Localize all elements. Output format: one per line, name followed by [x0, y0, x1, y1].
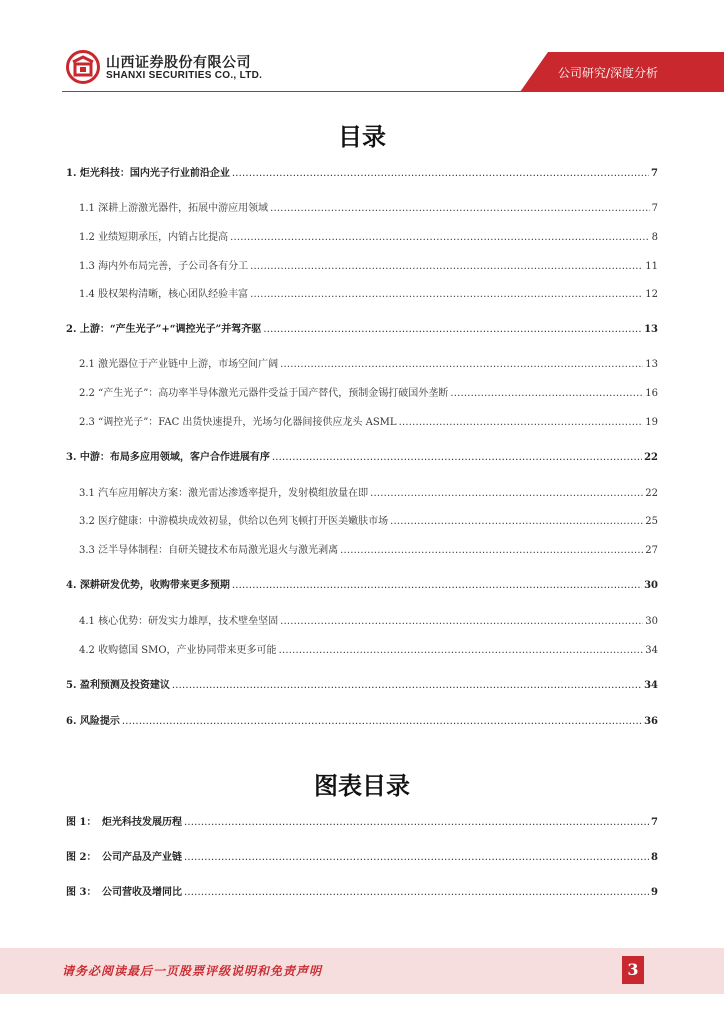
figure-number: 图 2： [66, 852, 97, 863]
toc-entry[interactable]: 2.3 “调控光子”：FAC 出货快速提升，光场匀化器间接供应龙头 ASML ..... 19 [79, 416, 658, 430]
leader-dots [184, 816, 649, 830]
toc-page-number: 30 [645, 616, 658, 627]
leader-dots [122, 715, 642, 729]
toc-page-number: 27 [645, 545, 658, 556]
toc-page-number: 16 [645, 388, 658, 399]
toc-entry[interactable]: 4.2 收购德国 SMO，产业协同带来更多可能 ..... 34 [79, 644, 658, 658]
company-name-cn: 山西证券股份有限公司 [106, 55, 251, 71]
company-logo-icon [66, 50, 100, 84]
toc-title: 目录 [338, 122, 386, 151]
leader-dots [172, 679, 642, 693]
company-name-en: SHANXI SECURITIES CO., LTD. [106, 70, 263, 81]
figure-number: 图 1： [66, 817, 97, 828]
toc-page-number: 25 [645, 516, 658, 527]
leader-dots [450, 387, 643, 401]
toc-entry[interactable]: 3.1 汽车应用解决方案：激光雷达渗透率提升，发射模组放量在即 ..... 22 [79, 487, 658, 501]
toc-page-number: 13 [644, 324, 658, 335]
toc-entry[interactable]: 1.1 深耕上游激光器件，拓展中游应用领域 ..... 7 [79, 202, 658, 216]
leader-dots [390, 515, 643, 529]
toc-page-number: 7 [651, 203, 658, 214]
toc-page-number: 8 [651, 232, 658, 243]
toc-entry[interactable]: 4. 深耕研发优势，收购带来更多预期 ..... 30 [66, 579, 658, 593]
figure-entry[interactable]: 图 2： 公司产品及产业链 ..... 8 [66, 851, 658, 865]
leader-dots [279, 644, 644, 658]
toc-entry[interactable]: 3.2 医疗健康：中游模块成效初显，供给以色列飞顿打开医美嫩肤市场 ..... 25 [79, 515, 658, 529]
page-number: 3 [622, 956, 644, 984]
toc-entry[interactable]: 1.3 海内外布局完善，子公司各有分工 ..... 11 [79, 260, 658, 274]
toc-page-number: 11 [645, 261, 658, 272]
toc-page-number: 36 [644, 716, 658, 727]
toc-entry[interactable]: 1.2 业绩短期承压，内销占比提高 ..... 8 [79, 231, 658, 245]
leader-dots [270, 202, 650, 216]
figure-page-number: 9 [651, 887, 658, 898]
toc-page-number: 30 [644, 580, 658, 591]
toc-entry[interactable]: 1. 炬光科技：国内光子行业前沿企业 ..... 7 [66, 167, 658, 181]
toc-entry[interactable]: 2.1 激光器位于产业链中上游，市场空间广阔 ..... 13 [79, 358, 658, 372]
leader-dots [340, 544, 643, 558]
toc-entry[interactable]: 3.3 泛半导体制程：自研关键技术布局激光退火与激光剥离 ..... 27 [79, 544, 658, 558]
toc-page-number: 34 [645, 645, 658, 656]
toc-page-number: 22 [644, 452, 658, 463]
toc-entry[interactable]: 2. 上游：“产生光子”+“调控光子”并驾齐驱 ..... 13 [66, 323, 658, 337]
toc-page-number: 13 [645, 359, 658, 370]
leader-dots [250, 260, 643, 274]
leader-dots [370, 487, 643, 501]
toc-entry[interactable]: 4.1 核心优势：研发实力雄厚，技术壁垒坚固 ..... 30 [79, 615, 658, 629]
toc-entry[interactable]: 3. 中游：布局多应用领域，客户合作进展有序 ..... 22 [66, 451, 658, 465]
figure-page-number: 8 [651, 852, 658, 863]
leader-dots [184, 886, 649, 900]
leader-dots [184, 851, 649, 865]
toc-page-number: 7 [651, 168, 658, 179]
toc-page-number: 19 [645, 417, 658, 428]
disclaimer-notice: 请务必阅读最后一页股票评级说明和免责声明 [62, 964, 323, 978]
figure-page-number: 7 [651, 817, 658, 828]
leader-dots [399, 416, 644, 430]
leader-dots [280, 615, 643, 629]
leader-dots [230, 231, 650, 245]
toc-entry[interactable]: 6. 风险提示 ..... 36 [66, 715, 658, 729]
toc-entry[interactable]: 5. 盈利预测及投资建议 ..... 34 [66, 679, 658, 693]
report-type-label: 公司研究/深度分析 [558, 66, 659, 80]
toc-page-number: 22 [645, 488, 658, 499]
toc-entry[interactable]: 1.4 股权架构清晰，核心团队经验丰富 ..... 12 [79, 288, 658, 302]
toc-page-number: 34 [644, 680, 658, 691]
leader-dots [232, 167, 649, 181]
page-header [0, 0, 724, 100]
leader-dots [280, 358, 643, 372]
figure-list-title: 图表目录 [314, 771, 410, 800]
figure-number: 图 3： [66, 887, 97, 898]
figure-entry[interactable]: 图 1： 炬光科技发展历程 ..... 7 [66, 816, 658, 830]
toc-page-number: 12 [645, 289, 658, 300]
toc-entry[interactable]: 2.2 “产生光子”：高功率半导体激光元器件受益于国产替代，预制金锡打破国外垄断 ..... 16 [79, 387, 658, 401]
leader-dots [272, 451, 642, 465]
figure-entry[interactable]: 图 3： 公司营收及增同比 ..... 9 [66, 886, 658, 900]
leader-dots [263, 323, 642, 337]
header-divider [62, 91, 724, 92]
leader-dots [232, 579, 642, 593]
leader-dots [250, 288, 643, 302]
